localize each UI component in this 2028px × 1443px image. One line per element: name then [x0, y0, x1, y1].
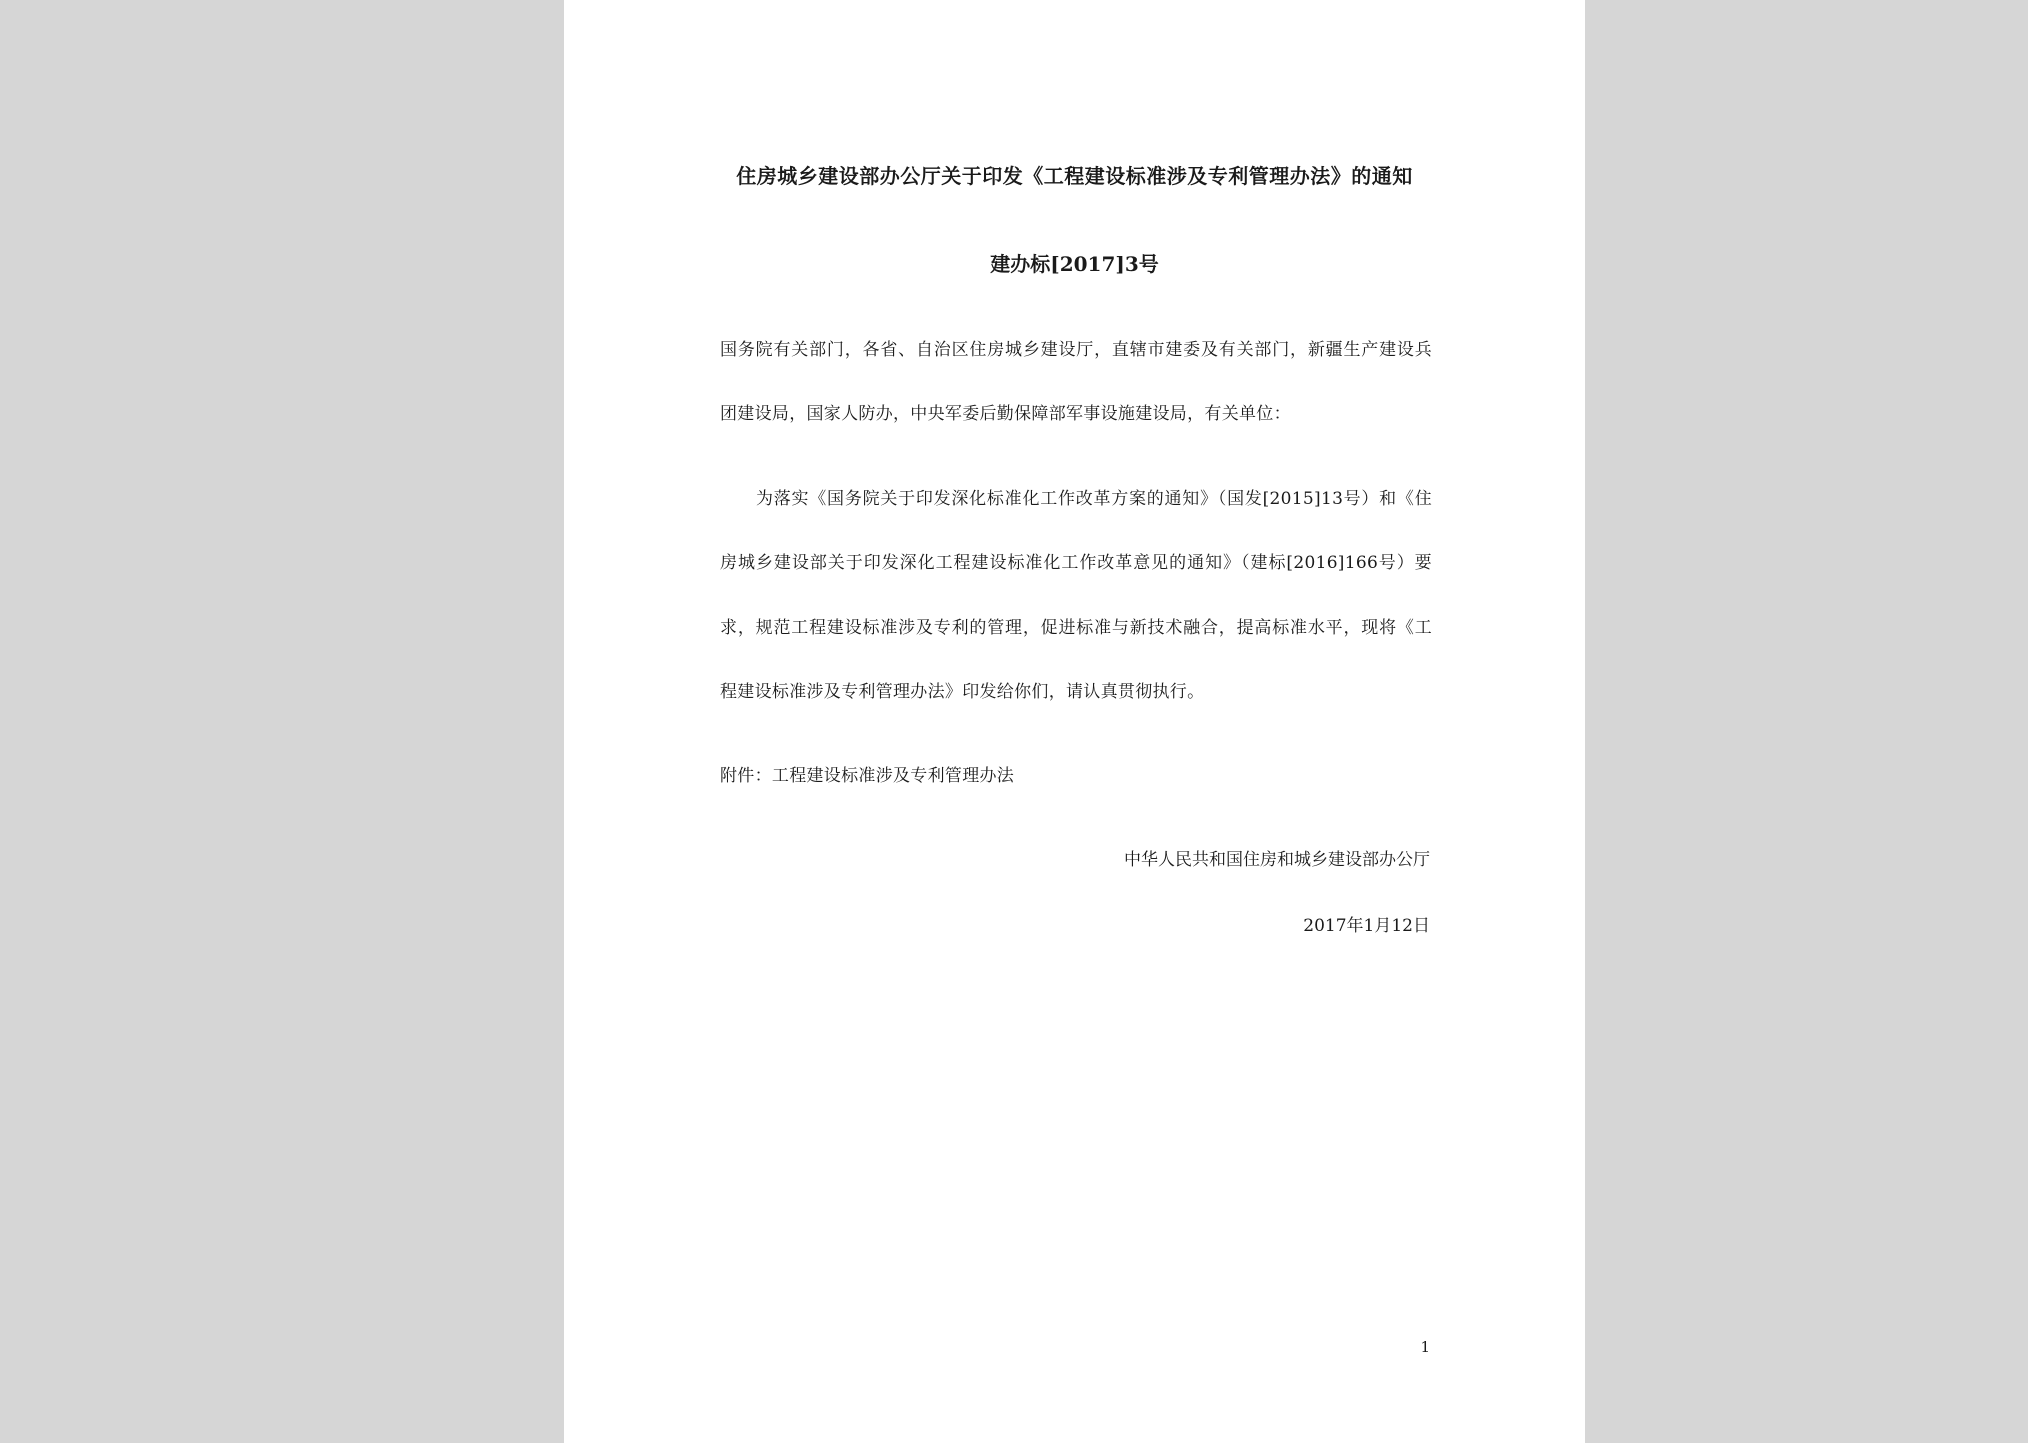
attachment-line: 附件：工程建设标准涉及专利管理办法 [720, 766, 1015, 786]
page-number: 1 [1420, 1338, 1430, 1356]
issuer-signature: 中华人民共和国住房和城乡建设部办公厅 [1124, 850, 1430, 870]
document-page [564, 0, 1585, 1443]
body-line-2: 房城乡建设部关于印发深化工程建设标准化工作改革意见的通知》（建标[2016]166号）要 [720, 553, 1432, 573]
body-line-3: 求，规范工程建设标准涉及专利的管理，促进标准与新技术融合，提高标准水平，现将《工 [720, 618, 1432, 638]
addressee-line-1: 国务院有关部门，各省、自治区住房城乡建设厅，直辖市建委及有关部门，新疆生产建设兵 [720, 340, 1432, 360]
body-line-1: 为落实《国务院关于印发深化标准化工作改革方案的通知》（国发[2015]13号）和《住 [756, 489, 1432, 509]
addressee-line-2: 团建设局，国家人防办，中央军委后勤保障部军事设施建设局，有关单位： [720, 404, 1291, 424]
body-line-4: 程建设标准涉及专利管理办法》印发给你们，请认真贯彻执行。 [720, 682, 1205, 702]
issue-date: 2017年1月12日 [1303, 916, 1430, 936]
document-title: 住房城乡建设部办公厅关于印发《工程建设标准涉及专利管理办法》的通知 [736, 164, 1413, 188]
document-number: 建办标[2017]3号 [990, 252, 1159, 276]
